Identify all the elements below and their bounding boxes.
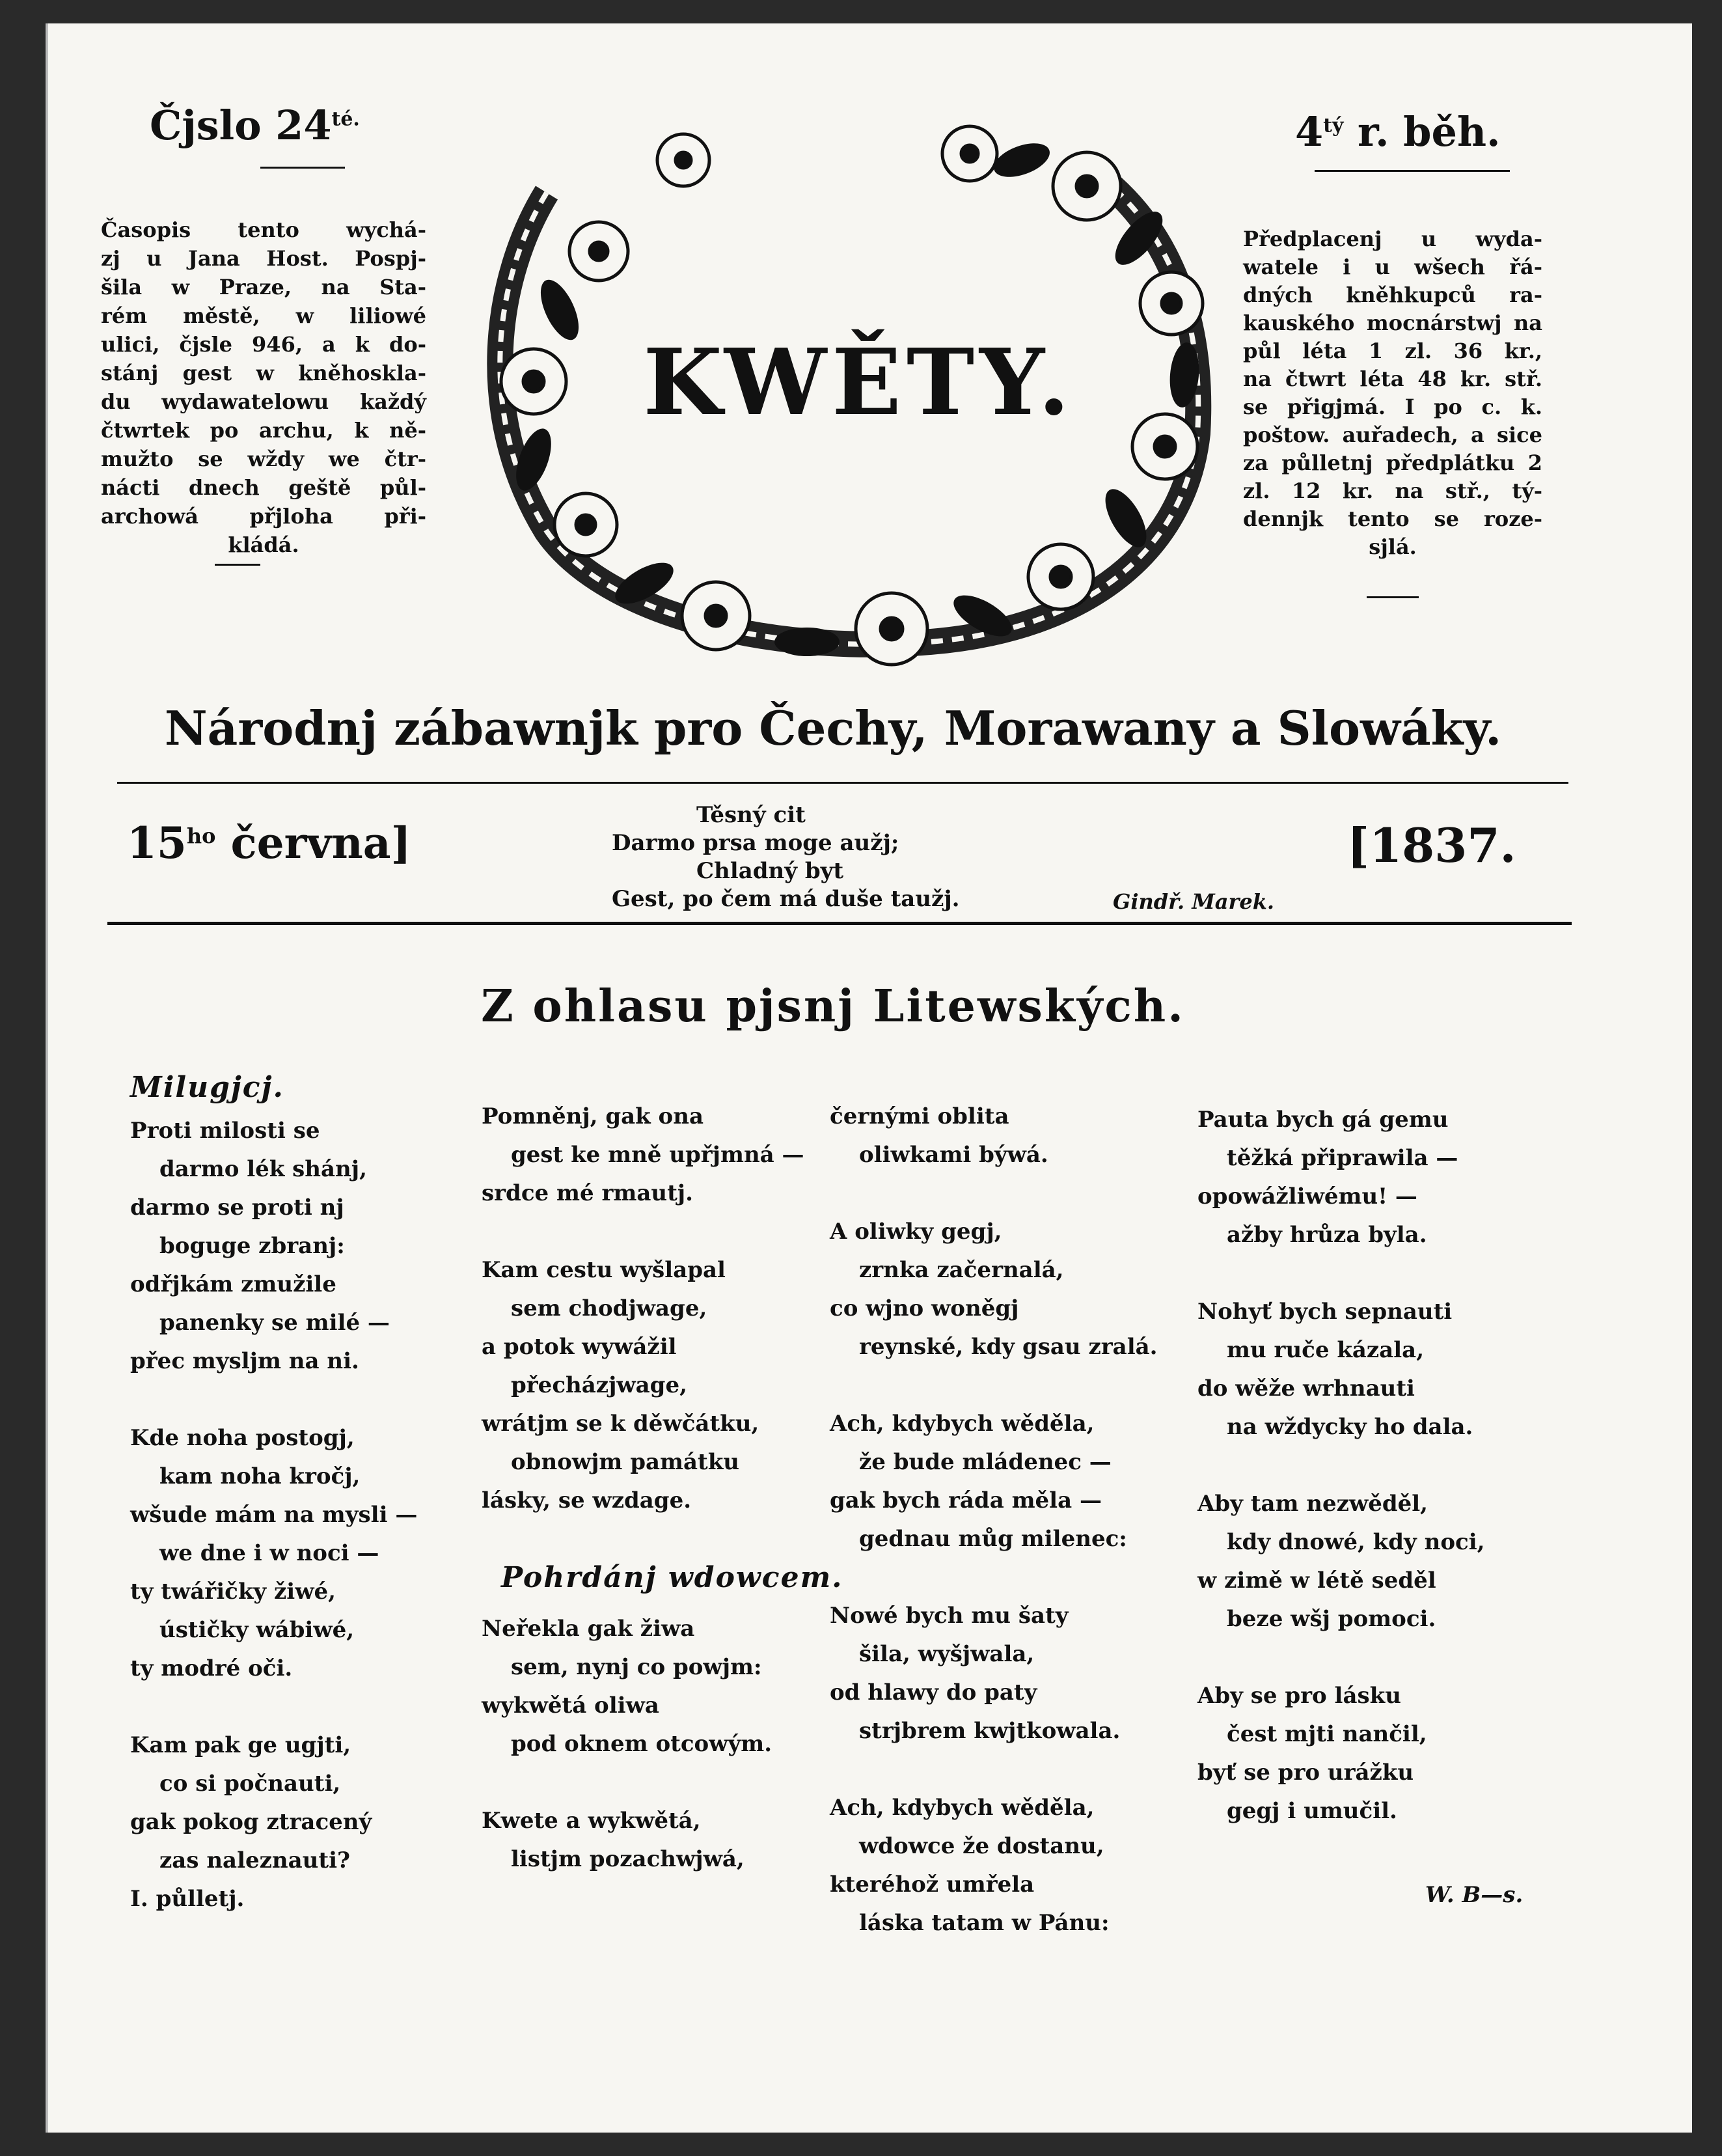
notice-line: archowá přjloha při- bbox=[101, 504, 426, 529]
poem-line: beze wšj pomoci. bbox=[1227, 1606, 1436, 1632]
poem-line: strjbrem kwjtkowala. bbox=[859, 1718, 1121, 1744]
run-suffix: tý bbox=[1323, 114, 1344, 137]
poem-line: byť se pro urážku bbox=[1197, 1760, 1414, 1786]
poem-line: ty modré oči. bbox=[130, 1655, 293, 1681]
poem-line: wšude mám na mysli — bbox=[130, 1502, 418, 1528]
run-number: 4 bbox=[1295, 108, 1324, 156]
poem-line: a potok wywážil bbox=[482, 1334, 677, 1360]
author-signature: W. B—s. bbox=[1425, 1882, 1524, 1908]
stanza-break bbox=[1197, 1254, 1484, 1293]
scan-edge bbox=[46, 23, 48, 2133]
notice-line: dennjk tento se roze- bbox=[1243, 506, 1542, 531]
poem-column-3 bbox=[830, 1098, 1158, 1942]
notice-line: ulici, čjsle 946, a k do- bbox=[101, 332, 426, 357]
stanza-break bbox=[830, 1558, 1158, 1597]
poem-line: Aby se pro lásku bbox=[1197, 1683, 1401, 1709]
poem-line: oliwkami býwá. bbox=[859, 1142, 1048, 1168]
notice-line: mužto se wždy we čtr- bbox=[101, 447, 426, 471]
notice-end-rule bbox=[215, 564, 260, 566]
epigraph-line: Darmo prsa moge aužj; bbox=[612, 830, 899, 856]
poem-line: gest ke mně upřjmná — bbox=[511, 1142, 804, 1168]
poem-line: kteréhož umřela bbox=[830, 1872, 1035, 1898]
poem-line: šila, wyšjwala, bbox=[859, 1641, 1035, 1667]
poem-line: wykwětá oliwa bbox=[482, 1693, 659, 1719]
poem-line: od hlawy do paty bbox=[830, 1679, 1037, 1706]
poem-title-pohrdanj-wdowcem: Pohrdánj wdowcem. bbox=[501, 1561, 843, 1594]
epigraph-line: Chladný byt bbox=[696, 858, 844, 884]
run-label: r. běh. bbox=[1343, 108, 1501, 156]
notice-line: du wydawatelowu každý bbox=[101, 389, 426, 414]
poem-line: obnowjm památku bbox=[511, 1449, 740, 1475]
poem-title-milugjcj: Milugjcj. bbox=[130, 1071, 284, 1104]
poem-line: láska tatam w Pánu: bbox=[859, 1910, 1110, 1936]
poem-line: Kam cestu wyšlapal bbox=[482, 1257, 726, 1283]
poem-line: lásky, se wzdage. bbox=[482, 1487, 692, 1513]
masthead-title: KWĚTY. bbox=[643, 329, 1075, 436]
poem-line: gegj i umučil. bbox=[1227, 1798, 1397, 1824]
notice-line: kauského mocnárstwj na bbox=[1243, 311, 1542, 335]
poem-line: černými oblita bbox=[830, 1103, 1009, 1129]
issue-number-text: Čjslo 24 bbox=[150, 102, 332, 149]
poem-line: wrátjm se k děwčátku, bbox=[482, 1411, 759, 1437]
notice-line: dných kněhkupců ra- bbox=[1243, 283, 1542, 307]
poem-column-4 bbox=[1197, 1101, 1484, 1831]
stanza-break bbox=[130, 1688, 417, 1726]
poem-line: odřjkám zmužile bbox=[130, 1271, 336, 1297]
poem-line: Neřekla gak žiwa bbox=[482, 1616, 695, 1642]
poem-line: těžká připrawila — bbox=[1227, 1145, 1458, 1171]
poem-column-2 bbox=[482, 1098, 843, 1879]
notice-line: stánj gest w kněhoskla- bbox=[101, 361, 426, 385]
poem-line: čest mjti nančil, bbox=[1227, 1721, 1427, 1747]
stanza-break bbox=[130, 1381, 417, 1419]
poem-line: gednau můg milenec: bbox=[859, 1526, 1127, 1552]
poem-line: w zimě w létě seděl bbox=[1197, 1568, 1436, 1594]
poem-line: Ach, kdybych wěděla, bbox=[830, 1411, 1095, 1437]
notice-line: šila w Praze, na Sta- bbox=[101, 275, 426, 299]
epigraph bbox=[612, 801, 1015, 913]
notice-line: půl léta 1 zl. 36 kr., bbox=[1243, 339, 1542, 363]
issue-number-suffix: té. bbox=[331, 107, 360, 131]
notice-line: poštow. auřadech, a sice bbox=[1243, 422, 1542, 447]
poem-line: na wždycky ho dala. bbox=[1227, 1414, 1473, 1440]
poem-line: Nohyť bych sepnauti bbox=[1197, 1299, 1453, 1325]
poem-line: že bude mládenec — bbox=[859, 1449, 1112, 1475]
poem-line: pod oknem otcowým. bbox=[511, 1731, 772, 1757]
newspaper-page bbox=[46, 23, 1692, 2133]
poem-line: boguge zbranj: bbox=[159, 1233, 345, 1259]
poem-line: Nowé bych mu šaty bbox=[830, 1603, 1069, 1629]
run-underline bbox=[1315, 170, 1510, 172]
dateline-rule bbox=[107, 922, 1572, 925]
notice-line: se přigjmá. I po c. k. bbox=[1243, 394, 1542, 419]
notice-line: zl. 12 kr. na stř., tý- bbox=[1243, 478, 1542, 503]
issue-day: 15 bbox=[127, 818, 187, 868]
stanza-break bbox=[482, 1763, 843, 1802]
poem-line: listjm pozachwjwá, bbox=[511, 1846, 745, 1872]
issue-day-suffix: ho bbox=[186, 823, 216, 848]
poem-line: přec mysljm na ni. bbox=[130, 1348, 359, 1374]
poem-line: srdce mé rmautj. bbox=[482, 1180, 693, 1206]
poem-line: Kwete a wykwětá, bbox=[482, 1808, 701, 1834]
poem-line: Ach, kdybych wěděla, bbox=[830, 1795, 1095, 1821]
poem-line: Pomněnj, gak ona bbox=[482, 1103, 704, 1129]
poem-line: reynské, kdy gsau zralá. bbox=[859, 1334, 1158, 1360]
poem-line: sem chodjwage, bbox=[511, 1295, 707, 1321]
poem-line: přecházjwage, bbox=[511, 1372, 687, 1398]
poem-line: Kde noha postogj, bbox=[130, 1425, 355, 1451]
poem-line: ústičky wábiwé, bbox=[159, 1617, 355, 1643]
stanza-break bbox=[830, 1750, 1158, 1789]
poem-line: do wěže wrhnauti bbox=[1197, 1375, 1415, 1402]
notice-line: za půlletnj předplátku 2 bbox=[1243, 450, 1542, 475]
poem-line: ažby hrůza byla. bbox=[1227, 1222, 1427, 1248]
poem-line: co wjno woněgj bbox=[830, 1295, 1019, 1321]
article-headline: Z ohlasu pjsnj Litewských. bbox=[481, 980, 1185, 1032]
poem-line: zrnka začernalá, bbox=[859, 1257, 1064, 1283]
poem-line: A oliwky gegj, bbox=[830, 1219, 1002, 1245]
notice-line: sjlá. bbox=[1369, 534, 1417, 559]
poem-line: gak bych ráda měla — bbox=[830, 1487, 1102, 1513]
poem-line: mu ruče kázala, bbox=[1227, 1337, 1425, 1363]
subtitle-rule bbox=[117, 782, 1568, 784]
epigraph-author: Gindř. Marek. bbox=[1113, 889, 1275, 914]
stanza-break bbox=[830, 1174, 1158, 1213]
poem-line: gak pokog ztracený bbox=[130, 1809, 372, 1835]
poem-line: zas naleznauti? bbox=[159, 1847, 350, 1873]
notice-line: Časopis tento wychá- bbox=[101, 217, 426, 242]
notice-line: watele i u wšech řá- bbox=[1243, 255, 1542, 279]
poem-line: co si počnauti, bbox=[159, 1771, 341, 1797]
epigraph-line: Gest, po čem má duše taužj. bbox=[612, 886, 960, 912]
poem-line: Aby tam nezwěděl, bbox=[1197, 1491, 1428, 1517]
poem-line: I. půlletj. bbox=[130, 1886, 245, 1912]
poem-line: Proti milosti se bbox=[130, 1118, 320, 1144]
poem-line: Kam pak ge ugjti, bbox=[130, 1732, 351, 1758]
notice-line: kládá. bbox=[228, 532, 299, 557]
epigraph-line: Těsný cit bbox=[696, 802, 806, 828]
poem-line: darmo se proti nj bbox=[130, 1195, 344, 1221]
subscription-end-rule bbox=[1367, 596, 1419, 598]
notice-line: na čtwrt léta 48 kr. stř. bbox=[1243, 366, 1542, 391]
stanza-break bbox=[1197, 1446, 1484, 1485]
poem-line: Pauta bych gá gemu bbox=[1197, 1107, 1449, 1133]
poem-line: opowážliwému! — bbox=[1197, 1183, 1417, 1209]
poem-line: sem, nynj co powjm: bbox=[511, 1654, 762, 1680]
issue-underline bbox=[260, 167, 345, 169]
poem-line: kam noha kročj, bbox=[159, 1463, 361, 1489]
poem-line: wdowce že dostanu, bbox=[859, 1833, 1104, 1859]
poem-line: panenky se milé — bbox=[159, 1310, 390, 1336]
issue-month: června] bbox=[215, 818, 411, 868]
notice-line: čtwrtek po archu, k ně- bbox=[101, 418, 426, 443]
issue-date bbox=[127, 818, 411, 868]
publisher-notice bbox=[101, 215, 426, 559]
notice-line: rém městě, w liliowé bbox=[101, 303, 426, 328]
publication-year-run bbox=[1295, 108, 1501, 156]
stanza-break bbox=[1197, 1638, 1484, 1677]
poem-column-1 bbox=[130, 1068, 417, 1918]
publication-subtitle: Národnj zábawnjk pro Čechy, Morawany a Slowáky. bbox=[164, 700, 1502, 756]
poem-line: we dne i w noci — bbox=[159, 1540, 379, 1566]
stanza-break bbox=[482, 1213, 843, 1251]
stanza-break bbox=[830, 1366, 1158, 1405]
notice-line: Předplacenj u wyda- bbox=[1243, 227, 1542, 251]
issue-number bbox=[150, 102, 360, 149]
poem-line: ty twářičky žiwé, bbox=[130, 1579, 336, 1605]
notice-line: nácti dnech geště půl- bbox=[101, 475, 426, 500]
subscription-notice bbox=[1243, 225, 1542, 561]
notice-line: zj u Jana Host. Pospj- bbox=[101, 246, 426, 271]
poem-line: darmo lék shánj, bbox=[159, 1156, 367, 1182]
issue-year: [1837. bbox=[1347, 818, 1516, 873]
poem-line: kdy dnowé, kdy noci, bbox=[1227, 1529, 1485, 1555]
